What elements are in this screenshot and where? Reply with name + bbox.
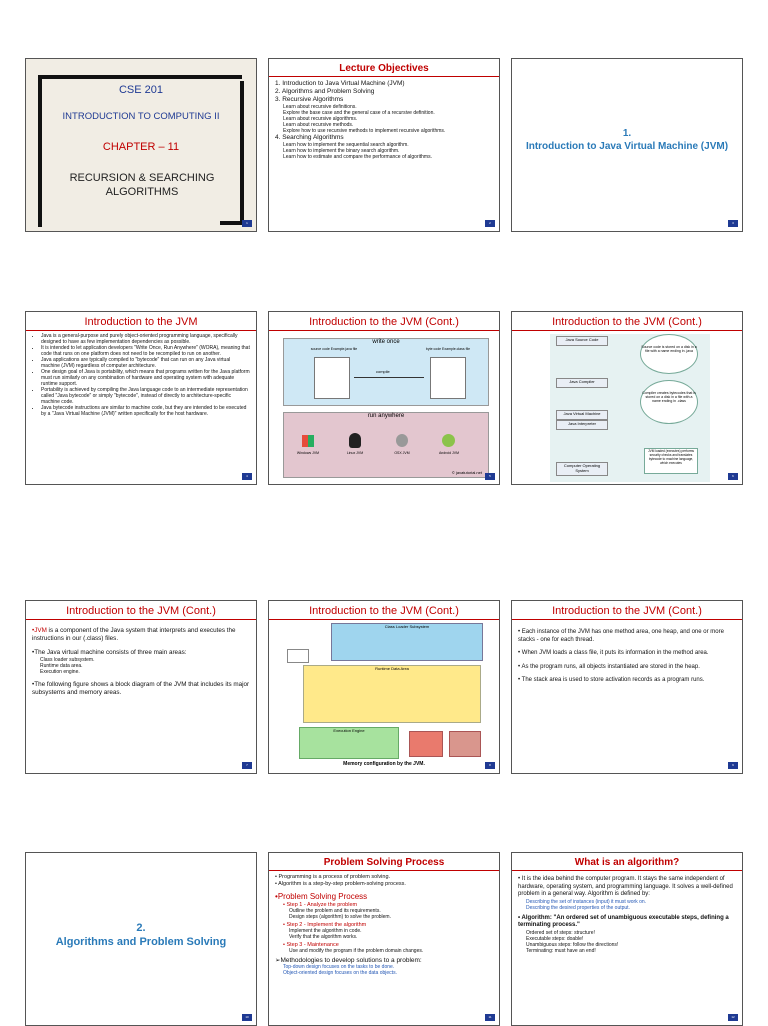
- diagram-note: Source code is stored on a disk in a file with a name ending in .java: [640, 334, 698, 374]
- diagram-box: Java Virtual Machine: [556, 410, 608, 420]
- page-number: 3: [728, 220, 738, 227]
- page-number: 12: [728, 1014, 738, 1021]
- slide-4[interactable]: [25, 311, 257, 485]
- paragraph: It is the idea behind the computer program. It stays the same independent of hardware, operating system, and programming language. It solves a well-defined problem in a general way. Algorithm is defined by:: [518, 876, 733, 897]
- linux-icon: [349, 433, 361, 448]
- windows-icon: [302, 435, 314, 447]
- slide-11[interactable]: Problem Solving Process • Programming is a process of problem solving. • Algorithm is a step-by-step problem-solving process. •Problem Solving Process • Step 1 - Analyze the problem Outline the problem and its requirements. Design steps (algorithm) to solve the problem. • Step 2 - Implement the algorithm Implement the algorithm in code. Verify that the algorithm works. • Step 3 - Maintenance Use and modify the program if the problem domain changes. ➢Methodologies to develop solutions to a problem: Top-down design focuses on the tasks to be done. Object-oriented design focuses on the data objects. 11: [268, 852, 500, 1026]
- sub-item: Class loader subsystem.: [40, 657, 95, 663]
- slide-title: Introduction to the JVM (Cont.): [66, 605, 216, 617]
- property-item: Terminating: must have an end!: [526, 947, 596, 954]
- credit-text: © javatutorial.net: [451, 470, 482, 475]
- class-file-icon: [287, 649, 309, 663]
- step-detail: Use and modify the program if the problem domain changes.: [289, 947, 424, 954]
- slide-title: Lecture Objectives: [339, 63, 429, 74]
- apple-icon: [396, 434, 408, 447]
- title-rule: [512, 330, 742, 331]
- list-item: • One design goal of Java is portability, which means that programs written for the Java platform must run similarly on any combination of hardware and operating system with adequate runtime support.: [41, 369, 250, 387]
- engine-panel: [299, 727, 399, 759]
- section-heading: Problem Solving Process: [277, 891, 368, 901]
- objective-4-sub: Learn how to implement the binary search algorithm.: [283, 148, 400, 154]
- class-loader-panel: [331, 623, 483, 661]
- section-heading: 2. Algorithms and Problem Solving: [55, 922, 227, 948]
- page-number: 6: [728, 473, 738, 480]
- property-item: Unambiguous steps: follow the directions!: [526, 941, 619, 948]
- chapter-topic: RECURSION & SEARCHING ALGORITHMS: [69, 172, 215, 198]
- page-number: 11: [485, 1014, 495, 1021]
- linux-label: Linux JVM: [346, 451, 364, 455]
- source-file-icon: [314, 357, 350, 399]
- sub-item: Object-oriented design focuses on the data objects.: [283, 970, 397, 977]
- title-rule: [269, 330, 499, 331]
- write-once-label: write once: [372, 339, 400, 345]
- slide-title: Introduction to the JVM: [84, 316, 198, 328]
- slide-5[interactable]: [268, 311, 500, 485]
- slide-title: Introduction to the JVM (Cont.): [309, 605, 459, 617]
- list-item: • It is intended to let application developers "Write Once, Run Anywhere" (WORA), meaning that code that runs on one platform does not need to be recompiled to run on another.: [41, 345, 250, 357]
- slide-2[interactable]: [268, 58, 500, 232]
- paragraph: The stack area is used to store activation records as a program runs.: [521, 677, 705, 683]
- definition: Algorithm: "An ordered set of unambiguous executable steps, defining a terminating process.": [518, 914, 729, 928]
- native-box: [409, 731, 443, 757]
- diagram-box: Java Compiler: [556, 378, 608, 388]
- arrow: [354, 377, 424, 378]
- page-number: 5: [485, 473, 495, 480]
- diagram-note: Compiler creates bytecodes that is stored on a disk in a file with a name ending in .class: [640, 380, 698, 424]
- slide-3[interactable]: [511, 58, 743, 232]
- paragraph: Programming is a process of problem solving.: [278, 874, 391, 880]
- sub-item: Execution engine.: [40, 669, 80, 675]
- slide-7[interactable]: Introduction to the JVM (Cont.) •JVM is a component of the Java system that interprets and executes the instructions in our (.class) files. •The Java virtual machine consists of three main areas: Class loader subsystem. Runtime data area. Execution engine. •The following figure shows a block diagram of the JVM that includes its major subsystems and memory areas. 7: [25, 600, 257, 774]
- property-item: Executable steps: doable!: [526, 935, 584, 942]
- paragraph: Each instance of the JVM has one method area, one heap, and one or more stacks - one for each thread.: [518, 629, 724, 643]
- diagram-note: JVM loaded (executes) performs security checks and translates bytecode to machine language, which executes: [644, 448, 698, 474]
- step-heading: Step 2 - Implement the algorithm: [286, 921, 367, 928]
- sub-item: Describing the set of instances (input) it must work on.: [526, 898, 647, 905]
- page-number: 1: [242, 220, 252, 227]
- title-rule: [269, 619, 499, 620]
- jvm-term: JVM: [34, 627, 47, 634]
- diagram-box: Java Source Code: [556, 336, 608, 346]
- objective-4: 4. Searching Algorithms: [275, 134, 344, 141]
- paragraph: is a component of the Java system that interprets and executes the instructions in our (.class) files.: [32, 627, 236, 642]
- paragraph: When JVM loads a class file, it puts its information in the method area.: [521, 650, 709, 656]
- sub-item: Top-down design focuses on the tasks to be done.: [283, 964, 395, 971]
- diagram-box: Computer Operating System: [556, 462, 608, 476]
- step-detail: Design steps (algorithm) to solve the problem.: [289, 913, 391, 920]
- slide-10[interactable]: [25, 852, 257, 1026]
- objective-3-sub: Learn about recursive algorithms.: [283, 116, 358, 122]
- page-number: 4: [242, 473, 252, 480]
- step-detail: Outline the problem and its requirements.: [289, 907, 381, 914]
- page-number: 8: [485, 762, 495, 769]
- class-loader-label: Class Loader Subsystem: [384, 624, 430, 629]
- write-once-panel: [283, 338, 489, 406]
- paragraph: As the program runs, all objects instantiated are stored in the heap.: [521, 663, 700, 670]
- objective-2: 2. Algorithms and Problem Solving: [275, 88, 375, 95]
- objective-3-sub: Explore the base case and the general case of a recursive definition.: [283, 110, 435, 116]
- slide-9[interactable]: Introduction to the JVM (Cont.) • Each instance of the JVM has one method area, one heap, and one or more stacks - one for each thread. • When JVM loads a class file, it puts its information in the method area. • As the program runs, all objects instantiated are stored in the heap. • The stack area is used to store activation records as a program runs. 9: [511, 600, 743, 774]
- objective-3-sub: Learn about recursive definitions.: [283, 104, 357, 110]
- slide-title: What is an algorithm?: [574, 857, 680, 868]
- slide-8[interactable]: [268, 600, 500, 774]
- paragraph: Methodologies to develop solutions to a problem:: [280, 956, 422, 964]
- runtime-label: Runtime Data Area: [375, 666, 409, 671]
- figure-caption: Memory configuration by the JVM.: [343, 761, 425, 767]
- chapter-label: CHAPTER – 11: [102, 141, 180, 153]
- slide-title: Introduction to the JVM (Cont.): [552, 605, 702, 617]
- run-anywhere-panel: [283, 412, 489, 478]
- osx-label: OSX JVM: [394, 451, 410, 455]
- slide-1-frame-corner: [220, 81, 244, 225]
- run-anywhere-label: run anywhere: [367, 413, 405, 419]
- android-label: Android JVM: [438, 451, 460, 455]
- bytecode-file-icon: [430, 357, 466, 399]
- objective-4-sub: Learn how to implement the sequential search algorithm.: [283, 142, 409, 148]
- slide-6[interactable]: [511, 311, 743, 485]
- android-icon: [442, 434, 455, 447]
- page-number: 10: [242, 1014, 252, 1021]
- windows-label: Windows JVM: [296, 451, 320, 455]
- paragraph: The following figure shows a block diagram of the JVM that includes its major subsystems and memory areas.: [32, 681, 250, 696]
- objective-4-sub: Learn how to estimate and compare the performance of algorithms.: [283, 154, 432, 160]
- native-lib-box: [449, 731, 481, 757]
- list-item: • Portability is achieved by compiling the Java language code to an intermediate representation called "Java bytecode" or simply "bytecode", instead of directly to architecture-specific machine code.: [41, 387, 250, 405]
- objective-3-sub: Learn about recursive methods.: [283, 122, 354, 128]
- page-number: 9: [728, 762, 738, 769]
- paragraph: The Java virtual machine consists of three main areas:: [34, 649, 187, 656]
- engine-label: Execution Engine: [333, 728, 365, 733]
- step-detail: Verify that the algorithm works.: [289, 933, 358, 940]
- slide-12[interactable]: What is an algorithm? • It is the idea behind the computer program. It stays the same independent of hardware, operating system, and programming language. It solves a well-defined problem in a general way. Algorithm is defined by: Describing the set of instances (input) it must work on. Describing the desired properties of the output. • Algorithm: "An ordered set of unambiguous executable steps, defining a terminating process." Ordered set of steps: structure! Executable steps: doable! Unambiguous steps: follow the directions! Terminating: must have an end! 12: [511, 852, 743, 1026]
- sub-item: Runtime data area.: [40, 663, 83, 669]
- slide-1[interactable]: [25, 58, 257, 232]
- course-title: INTRODUCTION TO COMPUTING II: [62, 111, 220, 122]
- list-item: • Java applications are typically compiled to "bytecode" that can run on any Java virtual machine (JVM) regardless of computer architecture.: [41, 357, 250, 369]
- bytecode-label: byte code Example.class file: [425, 347, 471, 351]
- page-number: 7: [242, 762, 252, 769]
- slide-title: Problem Solving Process: [323, 857, 445, 868]
- objective-3-sub: Explore how to use recursive methods to implement recursive algorithms.: [283, 128, 446, 134]
- diagram-box: Java Interpreter: [556, 420, 608, 430]
- list-item: • Java is a general-purpose and purely object-oriented programming language, specifically designed to have as few implementation dependencies as possible.: [41, 333, 250, 345]
- runtime-panel: [303, 665, 481, 723]
- paragraph: Algorithm is a step-by-step problem-solving process.: [278, 880, 406, 887]
- source-label: source code Example.java file: [310, 347, 358, 351]
- step-heading: Step 3 - Maintenance: [286, 941, 339, 948]
- list-item: • Java bytecode instructions are similar to machine code, but they are intended to be executed by a "Java Virtual Machine (JVM)" written specifically for the host hardware.: [41, 405, 250, 417]
- objective-1: 1. Introduction to Java Virtual Machine (JVM): [275, 80, 405, 87]
- property-item: Ordered set of steps: structure!: [526, 929, 595, 936]
- sub-item: Describing the desired properties of the output.: [526, 904, 630, 911]
- step-detail: Implement the algorithm in code.: [289, 927, 362, 934]
- section-heading: 1. Introduction to Java Virtual Machine (JVM): [525, 128, 729, 152]
- course-code: CSE 201: [118, 84, 164, 96]
- page-number: 2: [485, 220, 495, 227]
- slide-title: Introduction to the JVM (Cont.): [309, 316, 459, 328]
- slide-title: Introduction to the JVM (Cont.): [552, 316, 702, 328]
- compile-label: compile: [376, 369, 390, 374]
- objective-3: 3. Recursive Algorithms: [275, 96, 344, 103]
- step-heading: Step 1 - Analyze the problem: [286, 901, 358, 908]
